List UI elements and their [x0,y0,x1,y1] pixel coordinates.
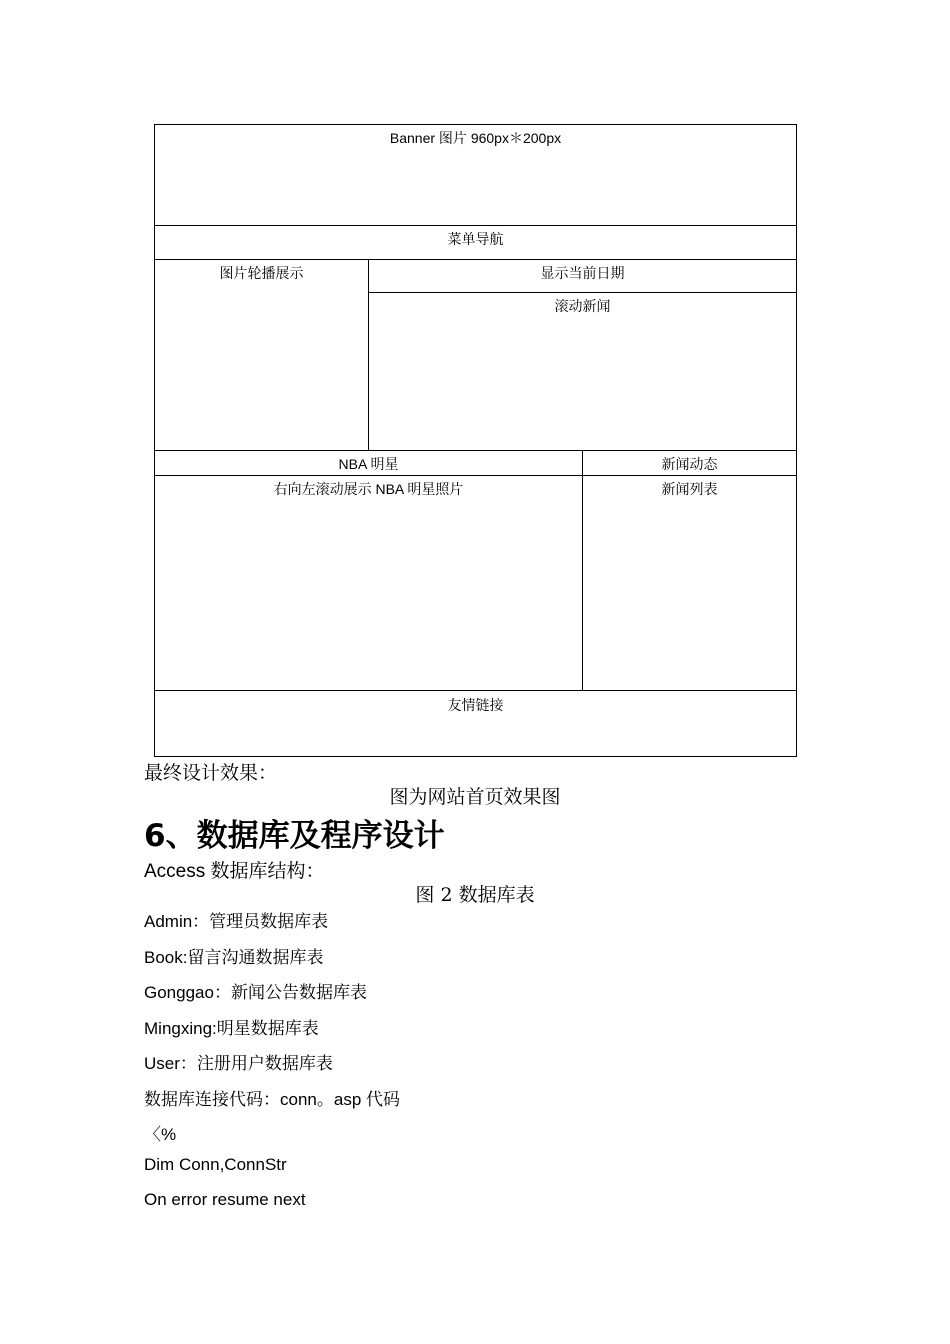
homepage-layout-table [154,124,797,757]
table-item-mingxing: Mingxing:明星数据库表 [144,1019,319,1038]
news-list-cell [583,476,797,691]
links-label: 友情链接 [447,697,504,713]
nba-photos-label: 右向左滚动展示 NBA 明星照片 [273,481,464,497]
news-dynamic-label: 新闻动态 [661,456,718,472]
nba-star-label: NBA 明星 [338,456,399,472]
nba-star-cell [155,451,583,476]
scroll-news-cell [369,293,797,451]
code-line-on-error: On error resume next [144,1190,306,1209]
access-structure-label: Access 数据库结构： [144,861,325,882]
date-cell [369,260,797,293]
menu-cell [155,226,797,260]
code-line-open: 〈% [144,1125,177,1144]
news-list-label: 新闻列表 [661,481,718,497]
date-label: 显示当前日期 [540,265,625,281]
table-item-gonggao: Gonggao：新闻公告数据库表 [144,983,367,1002]
code-line-dim: Dim Conn,ConnStr [144,1155,287,1174]
table-item-book: Book:留言沟通数据库表 [144,948,324,967]
nba-photos-cell [155,476,583,691]
menu-label: 菜单导航 [447,231,504,247]
scroll-news-label: 滚动新闻 [554,298,611,314]
banner-cell [155,125,797,226]
table-item-user: User：注册用户数据库表 [144,1054,333,1073]
carousel-cell [155,260,369,451]
section-heading: 6、数据库及程序设计 [144,818,445,854]
table-item-admin: Admin：管理员数据库表 [144,912,329,931]
news-dynamic-cell [583,451,797,476]
final-design-label: 最终设计效果： [144,762,278,784]
figure1-caption: 图为网站首页效果图 [389,786,561,808]
conn-code-label: 数据库连接代码：conn。asp 代码 [144,1090,400,1109]
links-cell [155,691,797,757]
carousel-label: 图片轮播展示 [219,265,304,281]
banner-label: Banner 图片 960px＊200px [389,130,562,146]
figure2-caption: 图 2 数据库表 [415,884,535,906]
